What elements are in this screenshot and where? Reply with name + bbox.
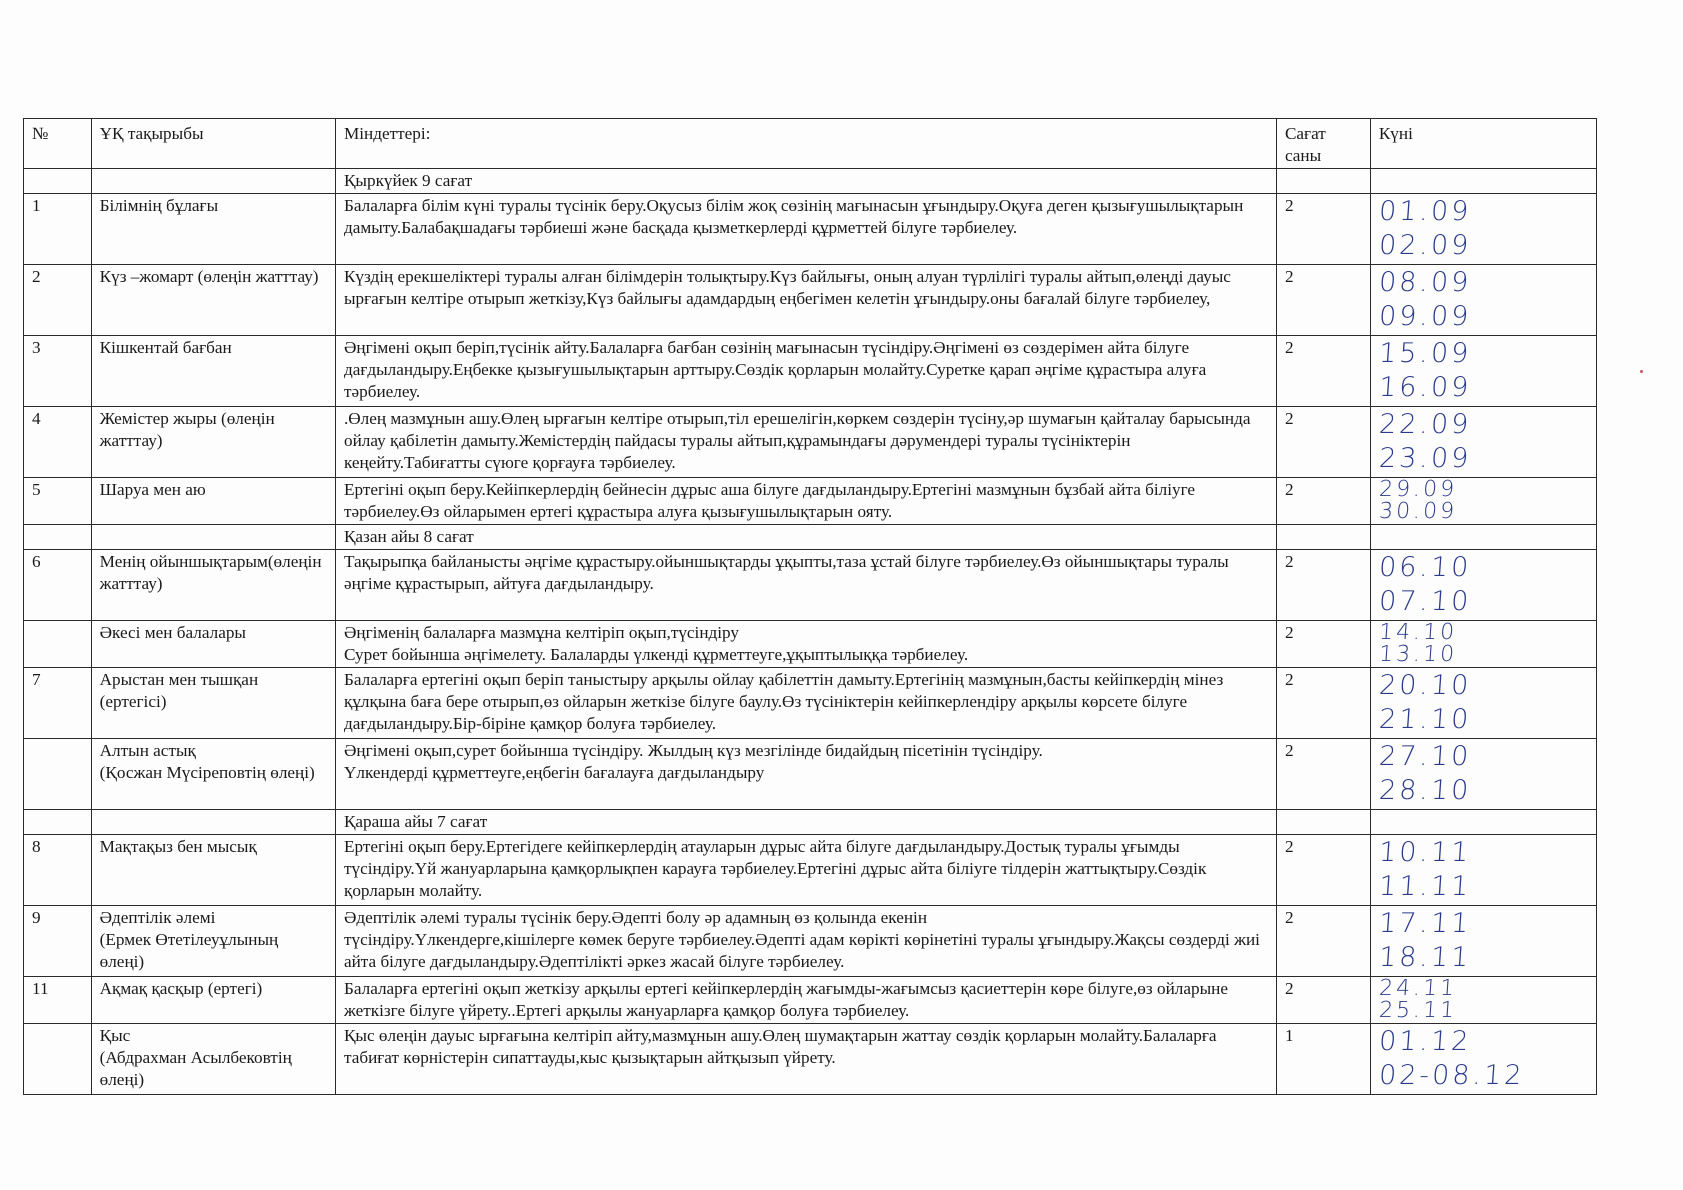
empty-cell [1276, 169, 1370, 194]
table-row [24, 621, 1597, 668]
handwritten-date: 21.10 [1377, 704, 1473, 735]
handwritten-date: 01.09 [1377, 196, 1473, 227]
lesson-number: 1 [24, 194, 92, 265]
lesson-number [24, 739, 92, 810]
lesson-dates [1370, 739, 1596, 810]
month-section-row [24, 810, 1597, 835]
lesson-topic: Күз –жомарт (өлеңін жатттау) [91, 265, 335, 336]
handwritten-date: 15.09 [1377, 338, 1473, 369]
table-row [24, 265, 1597, 336]
lesson-number: 3 [24, 336, 92, 407]
lesson-topic: Ақмақ қасқыр (ертегі) [91, 977, 335, 1024]
table-row [24, 550, 1597, 621]
lesson-tasks: Әңгіменің балаларға мазмұна келтіріп оқып,түсіндіру Сурет бойынша әңгімелету. Балаларды үлкенді құрметтеуге,ұқыптылыққа тәрбиелеу. [335, 621, 1276, 668]
lesson-tasks: Балаларға білім күні туралы түсінік беру.Оқусыз білім жоқ сөзінің мағынасын ұғындыру.Оқуға деген қызығушылықтарын дамыту.Балабақшадағы тәрбиеші және басқада қызметкерлерді құрметтей білуге тәрбиелеу. [335, 194, 1276, 265]
lesson-dates [1370, 265, 1596, 336]
empty-cell [1276, 810, 1370, 835]
month-title: Қазан айы 8 сағат [335, 525, 1276, 550]
lesson-dates [1370, 336, 1596, 407]
lesson-dates [1370, 668, 1596, 739]
table-body [24, 169, 1597, 1095]
table-row [24, 478, 1597, 525]
lesson-tasks: Қыс өлеңін дауыс ырғағына келтіріп айту,мазмұнын ашу.Өлең шумақтарын жаттау сөздік қорларын молайту.Балаларға табиғат көрністерін сипаттауды,кыс қызықтарын айтқызып үйрету. [335, 1024, 1276, 1095]
empty-cell [1370, 525, 1596, 550]
month-title: Қыркүйек 9 сағат [335, 169, 1276, 194]
lesson-number [24, 621, 92, 668]
lesson-plan-table [23, 118, 1597, 1095]
lesson-topic: Қыс (Абдрахман Асылбековтің өлеңі) [91, 1024, 335, 1095]
handwritten-date: 30.09 [1377, 499, 1458, 524]
lesson-topic: Арыстан мен тышқан (ертегісі) [91, 668, 335, 739]
table-row [24, 407, 1597, 478]
lesson-hours: 2 [1276, 835, 1370, 906]
month-section-row [24, 525, 1597, 550]
handwritten-date: 01.12 [1377, 1026, 1473, 1057]
handwritten-date: 02-08.12 [1377, 1060, 1526, 1091]
lesson-tasks: Әңгімені оқып беріп,түсінік айту.Балаларға бағбан сөзінің мағынасын түсіндіру.Әңгімені өз сөздерімен айта білуге дағдыландыру.Еңбекке қызығушылықтарын арттыру.Сөздік қорларын молайту.Суретке қарап әңгіме құрастыра алуға тәрбиелеу. [335, 336, 1276, 407]
lesson-topic: Білімнің бұлағы [91, 194, 335, 265]
lesson-hours: 2 [1276, 265, 1370, 336]
lesson-hours: 2 [1276, 478, 1370, 525]
lesson-dates [1370, 621, 1596, 668]
handwritten-date: 09.09 [1377, 301, 1473, 332]
lesson-dates [1370, 194, 1596, 265]
handwritten-date: 18.11 [1377, 942, 1473, 973]
lesson-number: 9 [24, 906, 92, 977]
lesson-topic: Кішкентай бағбан [91, 336, 335, 407]
lesson-dates [1370, 977, 1596, 1024]
handwritten-date: 13.10 [1377, 642, 1458, 667]
handwritten-date: 28.10 [1377, 775, 1473, 806]
empty-cell [24, 810, 92, 835]
empty-cell [91, 169, 335, 194]
lesson-hours: 2 [1276, 550, 1370, 621]
scan-speck [1640, 370, 1643, 373]
handwritten-date: 27.10 [1377, 741, 1473, 772]
handwritten-date: 29.09 [1377, 477, 1458, 502]
handwritten-date: 06.10 [1377, 552, 1473, 583]
lesson-topic: Шаруа мен аю [91, 478, 335, 525]
table-row [24, 906, 1597, 977]
handwritten-date: 22.09 [1377, 409, 1473, 440]
header-topic: ҰҚ тақырыбы [91, 119, 335, 169]
lesson-tasks: Балаларға ертегіні оқып беріп таныстыру арқылы ойлау қабілеттін дамыту.Ертегінің мазмұнын,басты кейіпкердің мінез құлқына баға бере отырып,өз ойларын жеткізе білуге баулу.Өз түсініктерін кейіпкерлендіру арқылы көрсете білуге дағдыландыру.Бір-біріне қамқор болуға тәрбиелеу. [335, 668, 1276, 739]
lesson-number: 11 [24, 977, 92, 1024]
lesson-hours: 2 [1276, 739, 1370, 810]
header-num: № [24, 119, 92, 169]
header-date: Күні [1370, 119, 1596, 169]
handwritten-date: 11.11 [1377, 871, 1473, 902]
lesson-dates [1370, 478, 1596, 525]
lesson-number: 4 [24, 407, 92, 478]
empty-cell [24, 169, 92, 194]
handwritten-date: 17.11 [1377, 908, 1473, 939]
handwritten-date: 07.10 [1377, 586, 1473, 617]
handwritten-date: 25.11 [1377, 998, 1458, 1023]
lesson-tasks: Күздің ерекшеліктері туралы алған білімдерін толықтыру.Күз байлығы, оның алуан түрлілігі туралы айтып,өлеңді дауыс ырғағын келтіре отырып жеткізу,Күз байлығы адамдардың еңбегімен келетін ұғындыру.оны бағалай білуге тәрбиелеу, [335, 265, 1276, 336]
empty-cell [1276, 525, 1370, 550]
table-row [24, 1024, 1597, 1095]
lesson-hours: 2 [1276, 906, 1370, 977]
handwritten-date: 23.09 [1377, 443, 1473, 474]
lesson-dates [1370, 906, 1596, 977]
table-row [24, 336, 1597, 407]
handwritten-date: 24.11 [1377, 976, 1458, 1001]
lesson-number [24, 1024, 92, 1095]
handwritten-date: 16.09 [1377, 372, 1473, 403]
month-section-row [24, 169, 1597, 194]
header-row [24, 119, 1597, 169]
lesson-number: 8 [24, 835, 92, 906]
empty-cell [1370, 810, 1596, 835]
lesson-dates [1370, 1024, 1596, 1095]
empty-cell [91, 525, 335, 550]
lesson-tasks: Ертегіні оқып беру.Ертегідеге кейіпкерлердің атауларын дұрыс айта білуге дағдыландыру.Достық туралы ұғымды түсіндіру.Үй жануарларына қамқорлықпен карауға тәрбиелеу.Ертегіні дұрыс айта біліуге тілдерін жаттықтыру.Сөздік қорларын молайту. [335, 835, 1276, 906]
lesson-number: 7 [24, 668, 92, 739]
lesson-hours: 2 [1276, 336, 1370, 407]
lesson-tasks: .Өлең мазмұнын ашу.Өлең ырғағын келтіре отырып,тіл ерешелігін,көркем сөздерін түсіну,әр шумағын қайталау барысында ойлау қабілетін дамыту.Жемістердің пайдасы туралы айтып,құрамындағы дәрумендері туралы түсініктерін кеңейту.Табиғатты сүюге қорғауға тәрбиелеу. [335, 407, 1276, 478]
lesson-topic: Әкесі мен балалары [91, 621, 335, 668]
lesson-topic: Жемістер жыры (өлеңін жатттау) [91, 407, 335, 478]
lesson-hours: 2 [1276, 407, 1370, 478]
handwritten-date: 10.11 [1377, 837, 1473, 868]
lesson-hours: 2 [1276, 621, 1370, 668]
empty-cell [1370, 169, 1596, 194]
lesson-tasks: Ертегіні оқып беру.Кейіпкерлердің бейнесін дұрыс аша білуге дағдыландыру.Ертегіні мазмұнын бұзбай айта біліуге тәрбиелеу.Өз ойларымен ертегі құрастыра алуға қызығушылықтарын ояту. [335, 478, 1276, 525]
lesson-tasks: Әдептілік әлемі туралы түсінік беру.Әдепті болу әр адамның өз қолында екенін түсіндіру.Үлкендерге,кішілерге көмек беруге тәрбиелеу.Әдепті адам көрікті көрінетіні туралы ұғындыру.Жақсы сөздерді жиі айта білуге дағдыландыру.Әдептілікті әркез жасай білуге тәрбиелеу. [335, 906, 1276, 977]
table-row [24, 835, 1597, 906]
month-title: Қараша айы 7 сағат [335, 810, 1276, 835]
lesson-topic: Мақтақыз бен мысық [91, 835, 335, 906]
lesson-tasks: Әңгімені оқып,сурет бойынша түсіндіру. Жылдың күз мезгілінде бидайдың пісетінін түсіндіру. Үлкендерді құрметтеуге,еңбегін бағалауға дағдыландыру [335, 739, 1276, 810]
handwritten-date: 02.09 [1377, 230, 1473, 261]
header-tasks: Міндеттері: [335, 119, 1276, 169]
lesson-dates [1370, 835, 1596, 906]
table-row [24, 194, 1597, 265]
lesson-number: 5 [24, 478, 92, 525]
lesson-hours: 2 [1276, 977, 1370, 1024]
lesson-tasks: Балаларға ертегіні оқып жеткізу арқылы ертегі кейіпкерлердің жағымды-жағымсыз қасиеттерін көре білуге,өз ойларыне жеткізге білуге үйрету..Ертегі арқылы жануарларға қамқор болуға тәрбиелеу. [335, 977, 1276, 1024]
lesson-hours: 1 [1276, 1024, 1370, 1095]
lesson-dates [1370, 407, 1596, 478]
handwritten-date: 08.09 [1377, 267, 1473, 298]
handwritten-date: 20.10 [1377, 670, 1473, 701]
lesson-hours: 2 [1276, 668, 1370, 739]
table-row [24, 977, 1597, 1024]
lesson-number: 6 [24, 550, 92, 621]
lesson-hours: 2 [1276, 194, 1370, 265]
lesson-topic: Алтын астық (Қосжан Мүсіреповтің өлеңі) [91, 739, 335, 810]
lesson-dates [1370, 550, 1596, 621]
empty-cell [91, 810, 335, 835]
lesson-number: 2 [24, 265, 92, 336]
lesson-topic: Менің ойыншықтарым(өлеңін жатттау) [91, 550, 335, 621]
table-row [24, 668, 1597, 739]
lesson-topic: Әдептілік әлемі (Ермек Өтетілеуұлының өлеңі) [91, 906, 335, 977]
table-row [24, 739, 1597, 810]
header-hours: Сағат саны [1276, 119, 1370, 169]
lesson-tasks: Тақырыпқа байланысты әңгіме құрастыру.ойыншықтарды ұқыпты,таза ұстай білуге тәрбиелеу.Өз ойыншықтары туралы әңгіме құрастырып, айтуға дағдыландыру. [335, 550, 1276, 621]
handwritten-date: 14.10 [1377, 620, 1458, 645]
empty-cell [24, 525, 92, 550]
